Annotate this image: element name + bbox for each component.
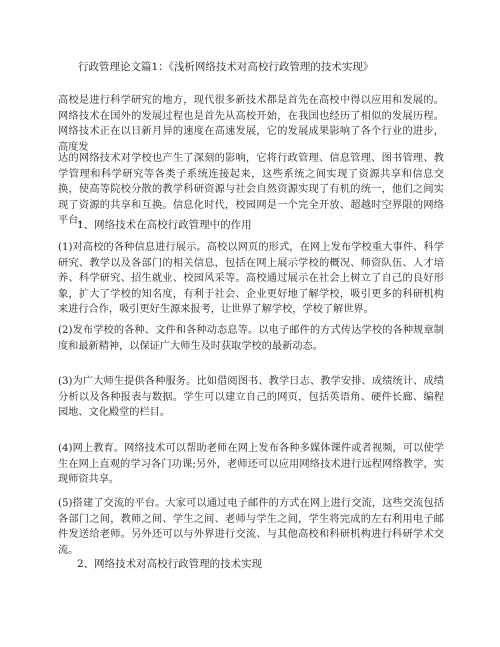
list-item-1: (1)对高校的各种信息进行展示。高校以网页的形式，在网上发布学校重大事件、科学研究、教学以及各部门的相关信息，包括在网上展示学校的概况、师资队伍、人才培养、科学研究、招生就业、校园风采等。高校通过展示在社会上树立了自己的良好形象，扩大了学校的知名度，有利于社会、企业更好地了解学校，吸引更多的科研机构来进行合作，吸引更好生源来报考，让世界了解学校，学校了解世界。	[58, 242, 444, 315]
list-item-3: (3)为广大师生提供各种服务。比如借阅图书、教学日志、教学安排、成绩统计、成绩分析以及各种报表与数据。学生可以建立自己的网页，包括英语角、硬件长廊、编程园地、文化殿堂的栏目。	[58, 376, 444, 418]
list-item-4: (4)网上教育。网络技术可以帮助老师在网上发布各种多媒体课件或者视频，可以使学生在网上直观的学习各门功课;另外，老师还可以应用网络技术进行远程网络教学，实现师资共享。	[58, 443, 444, 485]
list-item-5: (5)搭建了交流的平台。大家可以通过电子邮件的方式在网上进行交流，这些交流包括各部门之间，教师之间、学生之间、老师与学生之间，学生将完成的左右利用电子邮件发送给老师。另外还可以与外界进行交流、与其他高校和科研机构进行科研学术交流。	[58, 498, 444, 556]
intro-paragraph-1: 高校是进行科学研究的地方，现代很多新技术都是首先在高校中得以应用和发展的。网络技术在国外的发展过程也是首先从高校开始，在我国也经历了相似的发展历程。网络技术正在以日新月异的速度在高速发展，它的发展成果影响了各个行业的进步，高度发	[58, 95, 444, 153]
list-item-2: (2)发布学校的各种、文件和各种动态息等。以电子邮件的方式传达学校的各种规章制度和最新精神，以保证广大师生及时获取学校的最新动态。	[58, 325, 444, 352]
section-heading-1: 1、网络技术在高校行政管理中的作用	[77, 219, 252, 231]
section-heading-2: 2、网络技术对高校行政管理的技术实现	[77, 558, 263, 570]
intro-paragraph-2: 达的网络技术对学校也产生了深刻的影响，它将行政管理、信息管理、图书管理、教学管理和科学研究等各类子系统连接起来，这些系统之间实现了资源共享和信息交换，使高等院校分散的教学科研资源与社会自然资源实现了有机的统一，他们之间实现了资源的共享和互换。信息化时代，校园网是一个完全开放、超越时空界限的网络平台。	[58, 153, 444, 226]
document-title: 行政管理论文篇1：《浅析网络技术对高校行政管理的技术实现》	[78, 61, 374, 73]
